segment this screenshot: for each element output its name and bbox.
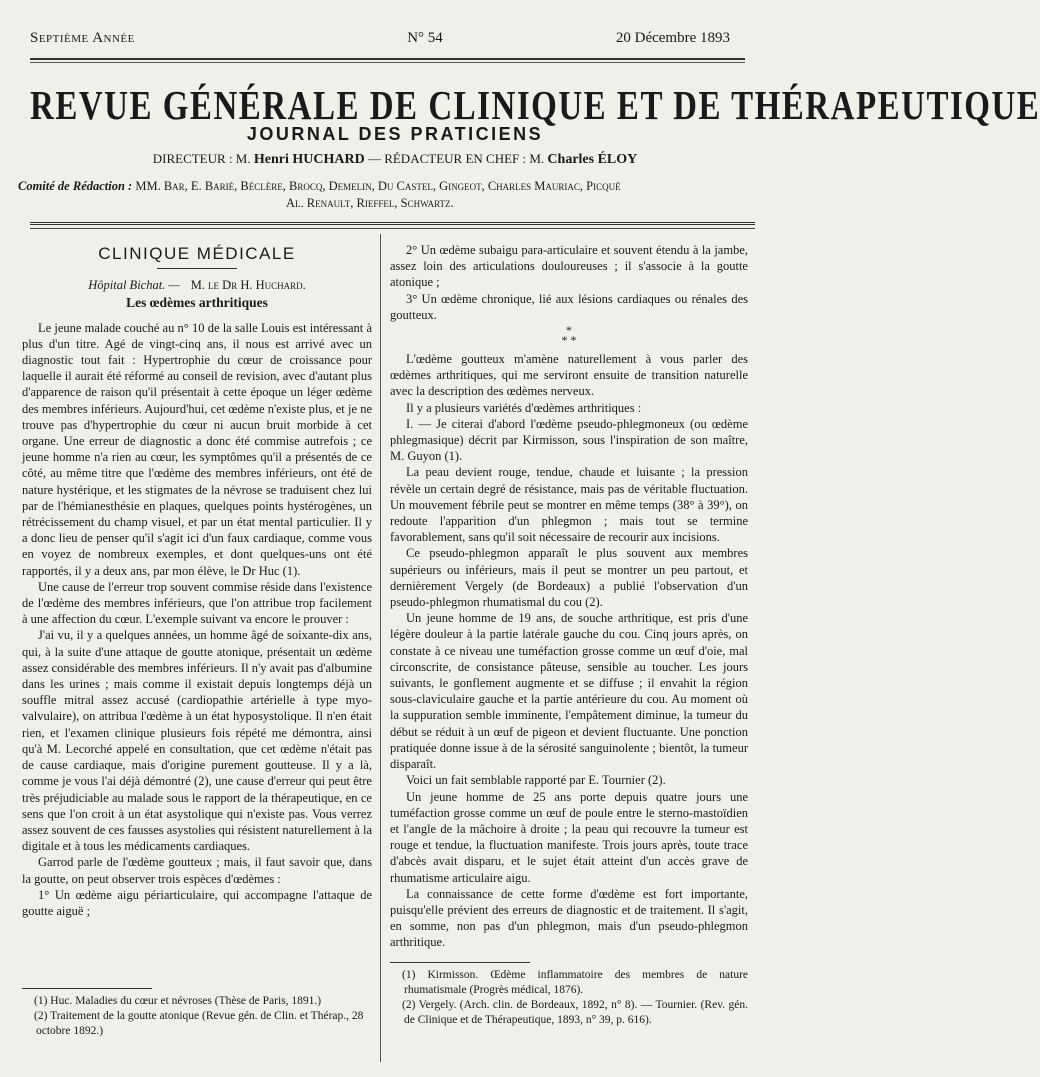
editor-name: Charles ÉLOY xyxy=(547,152,638,167)
direction-line xyxy=(30,151,760,168)
footnote: (1) Kirmisson. Œdème inflammatoire des membres de nature rhumatismale (Progrès médical, 1876). xyxy=(402,969,748,996)
paragraph: I. — Je citerai d'abord l'œdème pseudo-phlegmoneux (ou œdème phlegmasique) décrit par Kirmisson, sous l'inspiration de son maître, M. Guyon (1). xyxy=(390,416,748,464)
paragraph: Il y a plusieurs variétés d'œdèmes arthritiques : xyxy=(406,400,642,415)
committee-names-1: MM. Bar, E. Barié, Béclère, Brocq, Demelin, Du Castel, Gingeot, Charles Mauriac, Picqué xyxy=(135,179,621,193)
paragraph: L'œdème goutteux m'amène naturellement à vous parler des œdèmes arthritiques, qui me serviront ensuite de transition naturelle avec la description des œdèmes nerveux. xyxy=(390,352,748,399)
hospital-name: Hôpital Bichat. — xyxy=(88,278,180,293)
paragraph: La peau devient rouge, tendue, chaude et luisante ; la pression révèle un certain degré de résistance, mais pas de véritable fluctuation. Un mouvement fébrile peut se montrer en même temps (38° à 39°), on redoute l'apparition d'un phlegmon ; mais tout se termine favorablement, sans qu'il soit nécessaire de recourir aux incisions. xyxy=(390,465,748,545)
header-rule xyxy=(30,58,745,60)
footnote-rule xyxy=(22,988,152,989)
column-separator xyxy=(380,234,381,1062)
paragraph: Une cause de l'erreur trop souvent commise réside dans l'existence de l'œdème des membres inférieurs, que l'on attribue trop facilement à une affection du cœur. L'exemple suivant va encore le prouver : xyxy=(22,579,372,627)
journal-subtitle: JOURNAL DES PRATICIENS xyxy=(246,124,544,144)
paragraph: J'ai vu, il y a quelques années, un homme âgé de soixante-dix ans, qui, à la suite d'une attaque de goutte atonique, présentait un œdème assez considérable des membres inférieurs. Il n'y avait pas d'albumine dans les urines ; mais comme il existait depuis longtemps déjà un souffle mitral assez accusé (cardiopathie artérielle à type myo-valvulaire), on attribua l'œdème à un état hyposystolique. Il n'en était rien, et l'examen clinique plusieurs fois répété me démontra, ainsi qu'à M. Lecorché appelé en consultation, que cet œdème n'était pas de cause cardiaque, mais d'origine purement goutteuse. Il y a là, comme je vous l'ai déjà démontré (2), une cause d'erreur qui peut être très préjudiciable au malade sous le rapport de la thérapeutique, en ce sens que l'on croit à un état asystolique qui n'existe pas. Vous verrez assez souvent de ces fausses asystolies qui résistent naturellement à la digitale et à tous les médicaments cardiaques. xyxy=(22,628,372,854)
footnotes-right xyxy=(390,968,748,1028)
paragraph: 1° Un œdème aigu périarticulaire, qui accompagne l'attaque de goutte aiguë ; xyxy=(22,887,372,918)
paragraph: 3° Un œdème chronique, lié aux lésions cardiaques ou rénales des goutteux. xyxy=(390,291,748,322)
committee-names-2: Al. Renault, Rieffel, Schwartz. xyxy=(286,196,454,210)
paragraph: Voici un fait semblable rapporté par E. Tournier (2). xyxy=(406,773,666,788)
right-column xyxy=(390,242,748,951)
editorial-committee xyxy=(18,178,788,212)
director-label: DIRECTEUR : M. xyxy=(152,151,251,166)
masthead-rule xyxy=(30,222,755,225)
committee-line-1 xyxy=(18,178,788,195)
issue-header xyxy=(30,30,730,52)
article-byline xyxy=(22,277,372,293)
editor-label: RÉDACTEUR EN CHEF : M. xyxy=(384,151,545,166)
author-name: M. le Dr H. Huchard. xyxy=(190,278,306,293)
footnote: (2) Vergely. (Arch. clin. de Bordeaux, 1892, n° 8). — Tournier. (Rev. gén. de Clinique et de Thérapeutique, 1893, n° 39, p. 616). xyxy=(402,999,748,1026)
paragraph: Un jeune homme de 19 ans, de souche arthritique, est pris d'une légère douleur à la partie latérale gauche du cou. Cinq jours après, on constate à ce niveau une tuméfaction grosse comme un œuf d'oie, mal circonscrite, de consistance pâteuse, sensible au toucher. Les jours suivants, le gonflement augmente et se diffuse ; il envahit la région sous-claviculaire gauche et la partie antérieure du cou. Au moment où la suppuration semble imminente, l'empâtement diminue, la tumeur du début se réduit à un œuf de pigeon et devient fluctuante. Une ponction pratiquée donne issue à de la sérosité sanguinolente ; bientôt, la tumeur disparaît. xyxy=(390,611,748,772)
issue-year: Septième Année xyxy=(30,30,135,46)
section-stars: * * * xyxy=(561,323,577,348)
footnotes-left xyxy=(22,994,374,1039)
left-column xyxy=(22,242,372,919)
paragraph: La connaissance de cette forme d'œdème est fort importante, puisqu'elle prévient des erreurs de diagnostic et de traitement. Il s'agit, en somme, non pas d'un phlegmon, mais d'un pseudo-phlegmon arthritique. xyxy=(390,886,748,950)
issue-date: 20 Décembre 1893 xyxy=(615,30,730,46)
paragraph: Un jeune homme de 25 ans porte depuis quatre jours une tuméfaction grosse comme un œuf de poule entre le sterno-mastoïdien et l'angle de la mâchoire à droite ; la peau qui recouvre la tumeur est rouge et tendue, la fluctuation manifeste. Trois jours après, toute trace d'abcès avait disparu, et le sujet était atteint d'un accès grave de rhumatisme articulaire aigu. xyxy=(390,789,748,885)
committee-label: Comité de Rédaction : xyxy=(18,179,133,193)
journal-title: REVUE GÉNÉRALE DE CLINIQUE ET DE THÉRAPEUTIQUE xyxy=(30,84,1040,129)
footnote: (1) Huc. Maladies du cœur et névroses (Thèse de Paris, 1891.) xyxy=(34,995,322,1007)
footnote: (2) Traitement de la goutte atonique (Revue gén. de Clin. et Thérap., 28 octobre 1892.) xyxy=(34,1010,364,1037)
paragraph: Ce pseudo-phlegmon apparaît le plus souvent aux membres supérieurs ou inférieurs, mais il peut se montrer un peu partout, et dernièrement Vergely (de Bordeaux) a publié l'observation d'un pseudo-phlegmon rhumatismal du cou (2). xyxy=(390,546,748,610)
direction-separator: — xyxy=(367,151,381,166)
section-title: CLINIQUE MÉDICALE xyxy=(98,244,296,263)
paragraph: 2° Un œdème subaigu para-articulaire et souvent étendu à la jambe, assez loin des articulations douloureuses ; il s'associe à la goutte atonique ; xyxy=(390,243,748,290)
section-rule xyxy=(157,268,237,269)
director-name: Henri HUCHARD xyxy=(253,152,365,167)
issue-number: N° 54 xyxy=(407,30,443,46)
header-rule-thin xyxy=(30,62,745,63)
paragraph: Garrod parle de l'œdème goutteux ; mais, il faut savoir que, dans la goutte, on peut observer trois espèces d'œdèmes : xyxy=(22,855,372,886)
masthead-rule-thin xyxy=(30,228,755,229)
footnote-rule xyxy=(390,962,530,963)
paragraph: Le jeune malade couché au n° 10 de la salle Louis est intéressant à plus d'un titre. Agé de vingt-cinq ans, il nous est arrivé avec un diagnostic tout fait : Hypertrophie du cœur de croissance pour laquelle il aurait été réformé au conseil de revision, avec d'autant plus d'apparence de raison qu'il présentait à cette époque un léger œdème des membres inférieurs. Aujourd'hui, cet œdème n'existe plus, et je ne trouve pas d'hypertrophie du cœur ni aucun bruit morbide à cet organe. Une erreur de diagnostic a donc été commise autrefois ; ce jeune homme n'a rien au cœur, les symptômes qu'il a présentés de ce côté, au même titre que l'œdème des membres inférieurs, ont été de nature hystérique, et les stigmates de la névrose se traduisent chez lui par de l'hémianesthésie en plaques, quelques points hystérogènes, un rétrécissement du champ visuel, et par un état mental particulier. Il y a donc lieu de penser qu'il s'agit ici d'un faux cardiaque, comme vous en voyez de nombreux exemples, et dont quelques-uns ont été rapportés, il y a deux ans, par mon élève, le Dr Huc (1). xyxy=(22,320,372,578)
article-title: Les œdèmes arthritiques xyxy=(126,295,268,311)
